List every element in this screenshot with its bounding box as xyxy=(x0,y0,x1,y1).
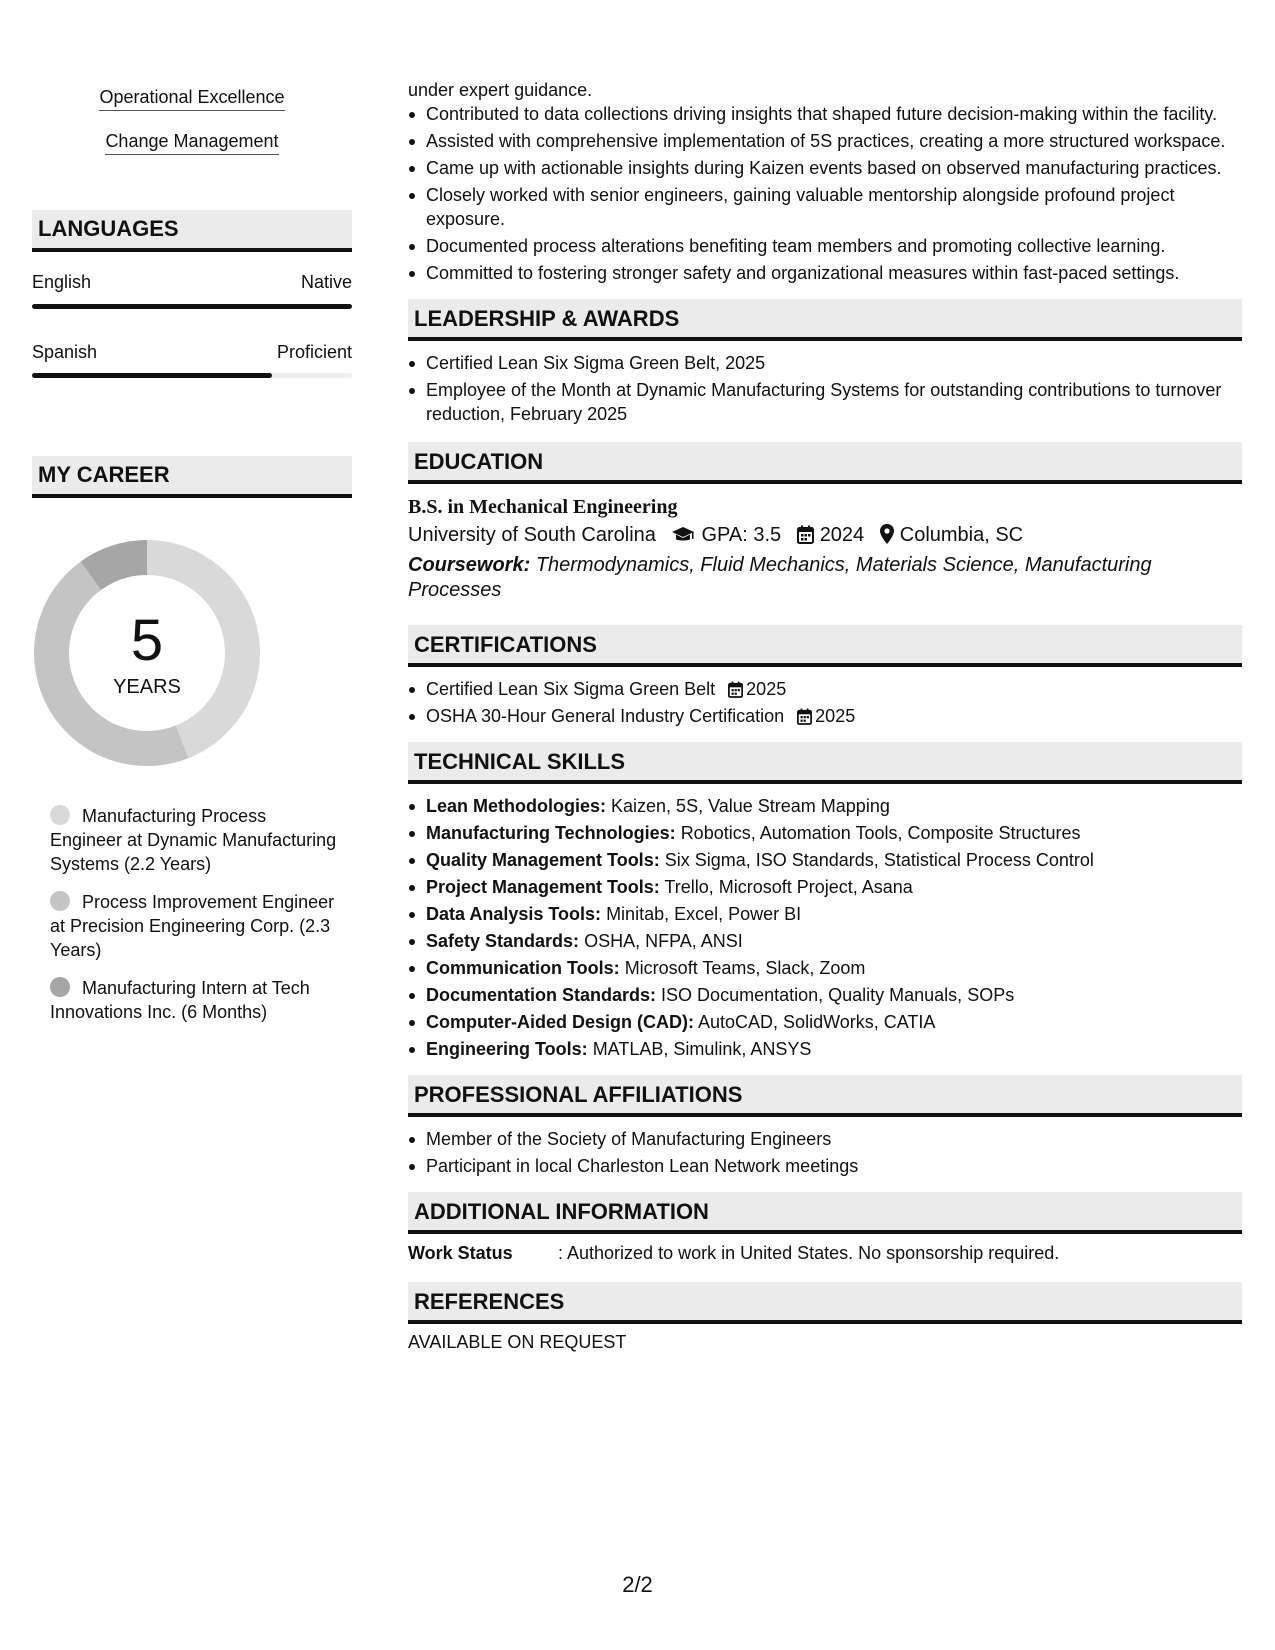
language-name: Spanish xyxy=(32,342,98,362)
certification-date xyxy=(728,677,786,701)
list-item xyxy=(426,875,1242,899)
gpa: GPA: 3.5 xyxy=(701,524,782,546)
list-item xyxy=(426,794,1242,818)
career-donut-center xyxy=(34,540,260,766)
section-heading: CERTIFICATIONS xyxy=(408,625,1242,667)
career-legend xyxy=(50,804,342,1038)
list-item: Assisted with comprehensive implementation of 5S practices, creating a more structured workspace. xyxy=(426,129,1242,153)
career-legend-text: Process Improvement Engineer at Precision Engineering Corp. (2.3 Years) xyxy=(50,892,335,960)
list-item: Certified Lean Six Sigma Green Belt, 2025 xyxy=(426,351,1242,375)
certification-date xyxy=(797,704,855,728)
references-text: AVAILABLE ON REQUEST xyxy=(408,1332,627,1352)
certification-name: OSHA 30-Hour General Industry Certification xyxy=(426,706,785,726)
affiliations-list xyxy=(408,1127,1242,1178)
work-status-row xyxy=(408,1240,1242,1266)
certification-year: 2025 xyxy=(815,706,856,726)
career-legend-item xyxy=(50,804,342,876)
skill-values: Trello, Microsoft Project, Asana xyxy=(664,877,913,897)
section-heading: TECHNICAL SKILLS xyxy=(408,742,1242,784)
references-section xyxy=(408,1282,1242,1353)
list-item xyxy=(426,956,1242,980)
legend-dot xyxy=(50,977,70,997)
list-item: Came up with actionable insights during Kaizen events based on observed manufacturing practices. xyxy=(426,156,1242,180)
skill-values: Microsoft Teams, Slack, Zoom xyxy=(624,958,866,978)
additional-info-section xyxy=(408,1192,1242,1266)
section-heading: ADDITIONAL INFORMATION xyxy=(408,1192,1242,1234)
list-item xyxy=(426,704,1242,728)
coursework xyxy=(408,553,1242,603)
degree-title: B.S. in Mechanical Engineering xyxy=(408,496,678,518)
skill-values: Minitab, Excel, Power BI xyxy=(606,904,802,924)
skill-values: Kaizen, 5S, Value Stream Mapping xyxy=(611,796,890,816)
list-item xyxy=(426,1010,1242,1034)
skill-category: Safety Standards: xyxy=(426,931,580,951)
skill-category: Lean Methodologies: xyxy=(426,796,606,816)
skill-category: Data Analysis Tools: xyxy=(426,904,602,924)
language-name: English xyxy=(32,272,92,292)
career-heading: MY CAREER xyxy=(32,456,352,498)
list-item xyxy=(426,677,1242,701)
skill-tag: Change Management xyxy=(105,130,278,155)
skill-values: AutoCAD, SolidWorks, CATIA xyxy=(698,1012,936,1032)
skill-values: Six Sigma, ISO Standards, Statistical Process Control xyxy=(664,850,1094,870)
skill-values: ISO Documentation, Quality Manuals, SOPs xyxy=(661,985,1015,1005)
language-proficiency-bar xyxy=(32,373,352,378)
certifications-list xyxy=(408,677,1242,728)
section-heading: EDUCATION xyxy=(408,442,1242,484)
list-item: Participant in local Charleston Lean Network meetings xyxy=(426,1154,1242,1178)
skill-values: OSHA, NFPA, ANSI xyxy=(584,931,743,951)
language-level: Native xyxy=(300,272,352,292)
section-heading: PROFESSIONAL AFFILIATIONS xyxy=(408,1075,1242,1117)
education-meta xyxy=(408,520,1242,553)
calendar-icon xyxy=(797,523,814,553)
skill-category: Communication Tools: xyxy=(426,958,620,978)
legend-dot xyxy=(50,805,70,825)
list-item: Contributed to data collections driving insights that shaped future decision-making within the facility. xyxy=(426,102,1242,126)
section-heading: REFERENCES xyxy=(408,1282,1242,1324)
skill-category: Documentation Standards: xyxy=(426,985,657,1005)
list-item xyxy=(426,848,1242,872)
language-proficiency-bar xyxy=(32,304,352,309)
list-item: Committed to fostering stronger safety and organizational measures within fast-paced settings. xyxy=(426,261,1242,285)
skill-tag: Operational Excellence xyxy=(99,86,284,111)
certifications-section xyxy=(408,625,1242,728)
experience-continued-text: under expert guidance. xyxy=(408,80,593,100)
school-name: University of South Carolina xyxy=(408,524,656,546)
list-item xyxy=(426,902,1242,926)
affiliations-section xyxy=(408,1075,1242,1178)
technical-skills-list xyxy=(408,794,1242,1061)
calendar-icon xyxy=(797,708,812,725)
skill-category: Manufacturing Technologies: xyxy=(426,823,676,843)
career-legend-item xyxy=(50,890,342,962)
career-years-unit: YEARS xyxy=(113,676,181,698)
list-item xyxy=(426,983,1242,1007)
certification-name: Certified Lean Six Sigma Green Belt xyxy=(426,679,716,699)
leadership-list xyxy=(408,351,1242,426)
skill-category: Quality Management Tools: xyxy=(426,850,660,870)
coursework-label: Coursework: xyxy=(408,554,531,576)
location-pin-icon xyxy=(880,523,894,553)
experience-bullets xyxy=(408,102,1242,285)
leadership-section xyxy=(408,299,1242,426)
list-item: Documented process alterations benefiting team members and promoting collective learning. xyxy=(426,234,1242,258)
skill-category: Project Management Tools: xyxy=(426,877,660,897)
list-item xyxy=(426,929,1242,953)
skill-values: Robotics, Automation Tools, Composite Structures xyxy=(680,823,1081,843)
section-heading: LEADERSHIP & AWARDS xyxy=(408,299,1242,341)
main-content xyxy=(408,78,1242,1353)
career-years-number: 5 xyxy=(130,608,164,673)
work-status-label: Work Status xyxy=(408,1243,513,1263)
language-proficiency-fill xyxy=(32,373,272,378)
skill-values: MATLAB, Simulink, ANSYS xyxy=(592,1039,812,1059)
certification-year: 2025 xyxy=(746,679,787,699)
career-legend-item xyxy=(50,976,342,1024)
career-legend-text: Manufacturing Process Engineer at Dynamic Manufacturing Systems (2.2 Years) xyxy=(50,806,337,874)
work-status-value: : Authorized to work in United States. No sponsorship required. xyxy=(558,1243,1060,1263)
skill-category: Computer-Aided Design (CAD): xyxy=(426,1012,694,1032)
skill-category: Engineering Tools: xyxy=(426,1039,588,1059)
school-location: Columbia, SC xyxy=(899,524,1024,546)
list-item xyxy=(426,821,1242,845)
education-section xyxy=(408,442,1242,603)
list-item: Closely worked with senior engineers, gaining valuable mentorship alongside profound project exposure. xyxy=(426,183,1242,231)
list-item: Member of the Society of Manufacturing Engineers xyxy=(426,1127,1242,1151)
languages-heading: LANGUAGES xyxy=(32,210,352,252)
calendar-icon xyxy=(728,681,743,698)
language-proficiency-fill xyxy=(32,304,352,309)
legend-dot xyxy=(50,891,70,911)
graduation-cap-icon xyxy=(671,523,695,553)
technical-skills-section xyxy=(408,742,1242,1061)
list-item xyxy=(426,1037,1242,1061)
list-item: Employee of the Month at Dynamic Manufacturing Systems for outstanding contributions to turnover reduction, February 2025 xyxy=(426,378,1242,426)
page-number: 2/2 xyxy=(622,1572,653,1597)
career-legend-text: Manufacturing Intern at Tech Innovations Inc. (6 Months) xyxy=(50,978,310,1022)
graduation-year: 2024 xyxy=(819,524,865,546)
skill-tags xyxy=(32,86,352,174)
language-level: Proficient xyxy=(276,342,352,362)
coursework-list: Thermodynamics, Fluid Mechanics, Materials Science, Manufacturing Processes xyxy=(408,554,1152,601)
